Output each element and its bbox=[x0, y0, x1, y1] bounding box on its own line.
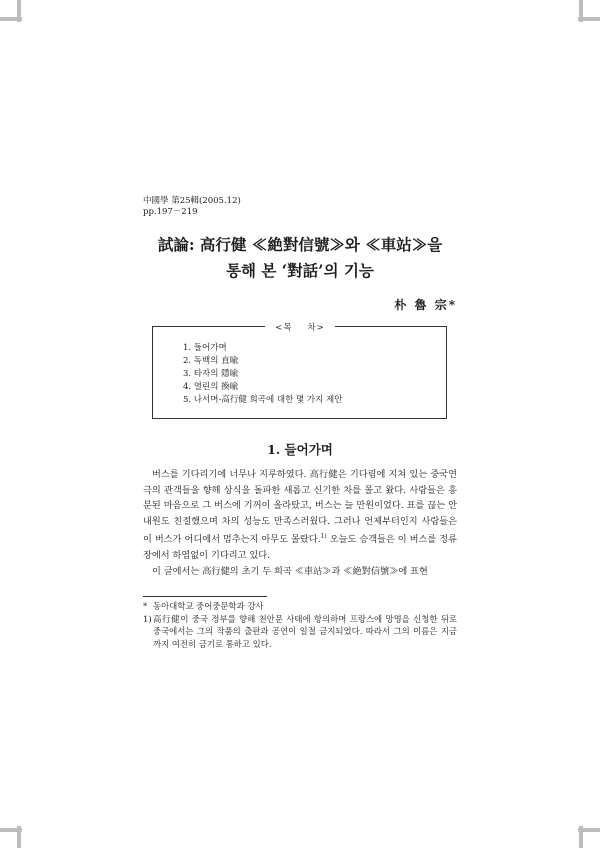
paragraph bbox=[143, 467, 457, 564]
crop-mark bbox=[579, 826, 583, 848]
body-text bbox=[143, 467, 457, 579]
toc-caption: <목 차> bbox=[265, 321, 335, 333]
toc-item: 4. 열린의 換喩 bbox=[183, 382, 239, 392]
crop-mark bbox=[579, 0, 583, 22]
journal-pages: pp.197－219 bbox=[143, 207, 198, 217]
footnote-text: 동아대학교 중어중문학과 강사 bbox=[153, 601, 264, 611]
paragraph-text: 오늘도 승객들은 이 버스를 정류장에서 하염없이 기다리고 있다. bbox=[143, 534, 457, 562]
paragraph: 이 글에서는 高行健의 초기 두 희곡 ≪車站≫과 ≪絶對信號≫에 표현 bbox=[152, 565, 428, 577]
toc-list bbox=[183, 342, 342, 407]
section-heading: 1. 들어가며 bbox=[267, 442, 333, 457]
footnote-text: 高行健이 중국 정부를 향해 천안문 사태에 항의하며 프랑스에 망명을 신청한 뒤로 중국에서는 그의 작품의 출판과 공연이 일절 금지되었다. 따라서 그의 이름은 지금까지 여전히 금기로 통하고 있다. bbox=[153, 613, 457, 650]
footnote bbox=[143, 600, 457, 613]
footnote-ref: 1) bbox=[320, 533, 327, 541]
toc-item: 1. 들어가며 bbox=[183, 343, 227, 353]
author-name: 朴 魯 宗* bbox=[394, 298, 457, 312]
footnote-mark: * bbox=[143, 601, 148, 611]
footnotes bbox=[143, 600, 457, 651]
paper-title-line-1: 試論: 高行健 ≪絶對信號≫와 ≪車站≫을 bbox=[157, 235, 443, 254]
toc-item: 3. 타자의 隱喩 bbox=[183, 369, 239, 379]
footnote bbox=[143, 613, 457, 651]
crop-mark bbox=[17, 0, 21, 22]
paragraph-text: 버스를 기다리기에 너무나 지루하였다. 高行健은 기다림에 지쳐 있는 중국연극의 관객들을 향해 상식을 돌파한 새롭고 신기한 차를 몰고 왔다. 사람들은 흥분된 마음으로 그 버스에 기꺼이 올라탔고, 버스는 늘 만원이었다. 표를 끊는 안내원도 친절했으며 차의 성능도 만족스러웠다. 그러나 언제부터인지 사람들은 이 버스가 어디에서 멈추는지 아무도 몰랐다. bbox=[143, 469, 457, 546]
journal-info bbox=[143, 196, 241, 218]
toc-item: 5. 나서며-高行健 희곡에 대한 몇 가지 제안 bbox=[183, 395, 343, 405]
paper-title-line-2: 통해 본 ‘對話’의 기능 bbox=[226, 261, 374, 280]
footnote-divider bbox=[143, 596, 267, 597]
footnote-mark: 1) bbox=[143, 613, 152, 624]
crop-mark bbox=[17, 826, 21, 848]
toc-item: 2. 독백의 直喩 bbox=[183, 356, 239, 366]
journal-issue: 中國學 第25輯(2005.12) bbox=[143, 196, 241, 206]
